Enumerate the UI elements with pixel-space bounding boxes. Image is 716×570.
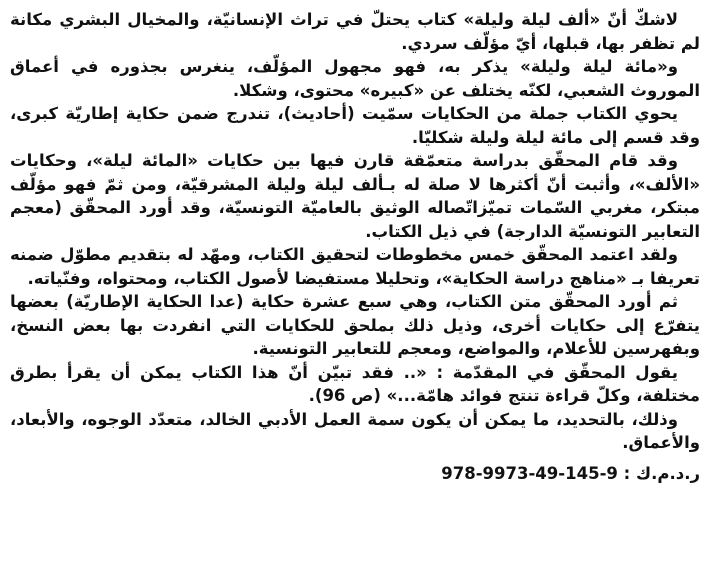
paragraph-intro: لاشكّ أنّ «ألف ليلة وليلة» كتاب يحتلّ في تراث الإنسانيّة، والمخيال البشري مكانة لم تظفر بها، قبلها، أيّ مؤلّف سردي.	[10, 10, 700, 53]
paragraph-manuscripts: ولقد اعتمد المحقّق خمس مخطوطات لتحقيق الكتاب، ومهّد له بتقديم مطوّل ضمنه تعريفا بـ «مناهج دراسة الحكاية»، وتحليلا مستفيضا لأصول الكتاب، ومحتواه، وفنّياته.	[10, 245, 700, 288]
paragraph-study: وقد قام المحقّق بدراسة متعمّقة قارن فيها بين حكايات «المائة ليلة»، وحكايات «الألف»، وأثبت أنّ أكثرها لا صلة له بـألف ليلة وليلة المشرقيّة، ومن ثمّ فهو مؤلّف مبتكر، مغربي السّمات تميّزاتّصاله الوثيق بالعاميّة التونسيّة، وقد أورد المحقّق (معجم التعابير التونسيّة الدارجة) في ذيل الكتاب.	[10, 151, 700, 241]
isbn-line	[10, 462, 700, 485]
isbn-label: ر.د.م.ك :	[623, 463, 700, 483]
paragraph-hundred-nights: و«مائة ليلة وليلة» يذكر به، فهو مجهول المؤلّف، ينغرس بجذوره في أعماق الموروث الشعبي، لكنّه يختلف عن «كبيره» محتوى، وشكلا.	[10, 57, 700, 100]
paragraph-contents: يحوي الكتاب جملة من الحكايات سمّيت (أحاديث)، تندرج ضمن حكاية إطاريّة كبرى، وقد قسم إلى مائة ليلة وليلة شكليّا.	[10, 104, 700, 147]
isbn-number: 978-9973-49-145-9	[441, 463, 618, 483]
paragraph-conclusion: وذلك، بالتحديد، ما يمكن أن يكون سمة العمل الأدبي الخالد، متعدّد الوجوه، والأبعاد، والأعماق.	[10, 409, 700, 452]
paragraph-quote: يقول المحقّق في المقدّمة : «.. فقد تبيّن أنّ هذا الكتاب يمكن أن يقرأ بطرق مختلفة، وكلّ قراءة تنتج فوائد هامّة...» (ص 96).	[10, 362, 700, 405]
paragraph-text-body: ثم أورد المحقّق متن الكتاب، وهي سبع عشرة حكاية (عدا الحكاية الإطاريّة) بعضها يتفرّع إلى حكايات أخرى، وذيل ذلك بملحق للحكايات التي انفردت بها بعض النسخ، وبفهرسين للأعلام، والمواضع، ومعجم للتعابير التونسية.	[10, 292, 700, 358]
